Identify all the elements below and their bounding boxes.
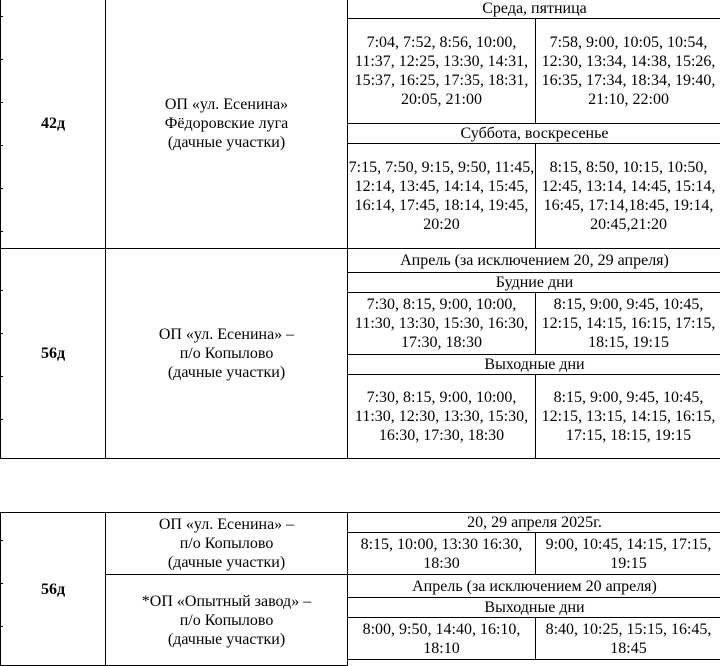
route-name-line: Фёдоровские луга [106,114,347,133]
route-name-line: п/о Копылово [106,344,347,363]
period-header-april: Апрель (за исключением 20 апреля) [348,575,720,598]
schedule-table-bottom [0,512,720,666]
period-header-april: Апрель (за исключением 20, 29 апреля) [348,249,720,273]
route-name-line: (дачные участки) [106,133,347,152]
route-number-56d: 56д [1,249,106,459]
times-direction-1: 7:30, 8:15, 9:00, 10:00, 11:30, 13:30, 15:30, 16:30, 17:30, 18:30 [348,293,536,355]
route-name-line: (дачные участки) [106,630,347,649]
route-name-line: *ОП «Опытный завод» – [106,592,347,611]
times-direction-2: 8:15, 8:50, 10:15, 10:50, 12:45, 13:14, 14:45, 15:14, 16:45, 17:14,18:45, 19:14, 20:45,21:20 [536,144,720,249]
times-direction-2: 8:40, 10:25, 15:15, 16:45, 18:45 [536,618,720,660]
times-direction-1: 7:15, 7:50, 9:15, 9:50, 11:45, 12:14, 13:45, 14:14, 15:45, 16:14, 17:45, 18:14, 19:45, 20:20 [348,144,536,249]
period-header-april-20-29: 20, 29 апреля 2025г. [348,513,720,533]
times-direction-2: 9:00, 10:45, 14:15, 17:15, 19:15 [536,533,720,575]
times-direction-2: 7:58, 9:00, 10:05, 10:54, 12:30, 13:34, 14:38, 15:26, 16:35, 17:34, 18:34, 19:40, 21:10, 22:00 [536,19,720,124]
route-name-line: (дачные участки) [106,553,347,572]
table-continuation [348,660,720,666]
route-name-line: ОП «ул. Есенина» [106,95,347,114]
route-name-line: (дачные участки) [106,363,347,382]
route-name-line: п/о Копылово [106,534,347,553]
times-direction-2: 8:15, 9:00, 9:45, 10:45, 12:15, 14:15, 16:15, 17:15, 18:15, 19:15 [536,293,720,355]
period-header-sat-sun: Суббота, воскресенье [348,124,720,144]
route-name-42d [106,0,348,249]
times-direction-2: 8:15, 9:00, 9:45, 10:45, 12:15, 13:15, 14:15, 16:15, 17:15, 18:15, 19:15 [536,375,720,459]
period-header-weekdays: Будние дни [348,273,720,293]
times-direction-1: 7:04, 7:52, 8:56, 10:00, 11:37, 12:25, 13:30, 14:31, 15:37, 16:25, 17:35, 18:31, 20:05, 21:00 [348,19,536,124]
route-number-56d: 56д [1,513,106,666]
period-header-weekends: Выходные дни [348,598,720,618]
route-name-56d [106,249,348,459]
period-header-wed-fri: Среда, пятница [348,0,720,19]
route-name-line: ОП «ул. Есенина» – [106,515,347,534]
route-name-56d-opytny-zavod [106,575,348,666]
times-direction-1: 8:15, 10:00, 13:30 16:30, 18:30 [348,533,536,575]
times-direction-1: 8:00, 9:50, 14:40, 16:10, 18:10 [348,618,536,660]
route-name-line: ОП «ул. Есенина» – [106,325,347,344]
period-header-weekends: Выходные дни [348,355,720,375]
route-number-42d: 42д [1,0,106,249]
route-name-56d-esenina [106,513,348,575]
route-name-line: п/о Копылово [106,611,347,630]
times-direction-1: 7:30, 8:15, 9:00, 10:00, 11:30, 12:30, 13:30, 15:30, 16:30, 17:30, 18:30 [348,375,536,459]
